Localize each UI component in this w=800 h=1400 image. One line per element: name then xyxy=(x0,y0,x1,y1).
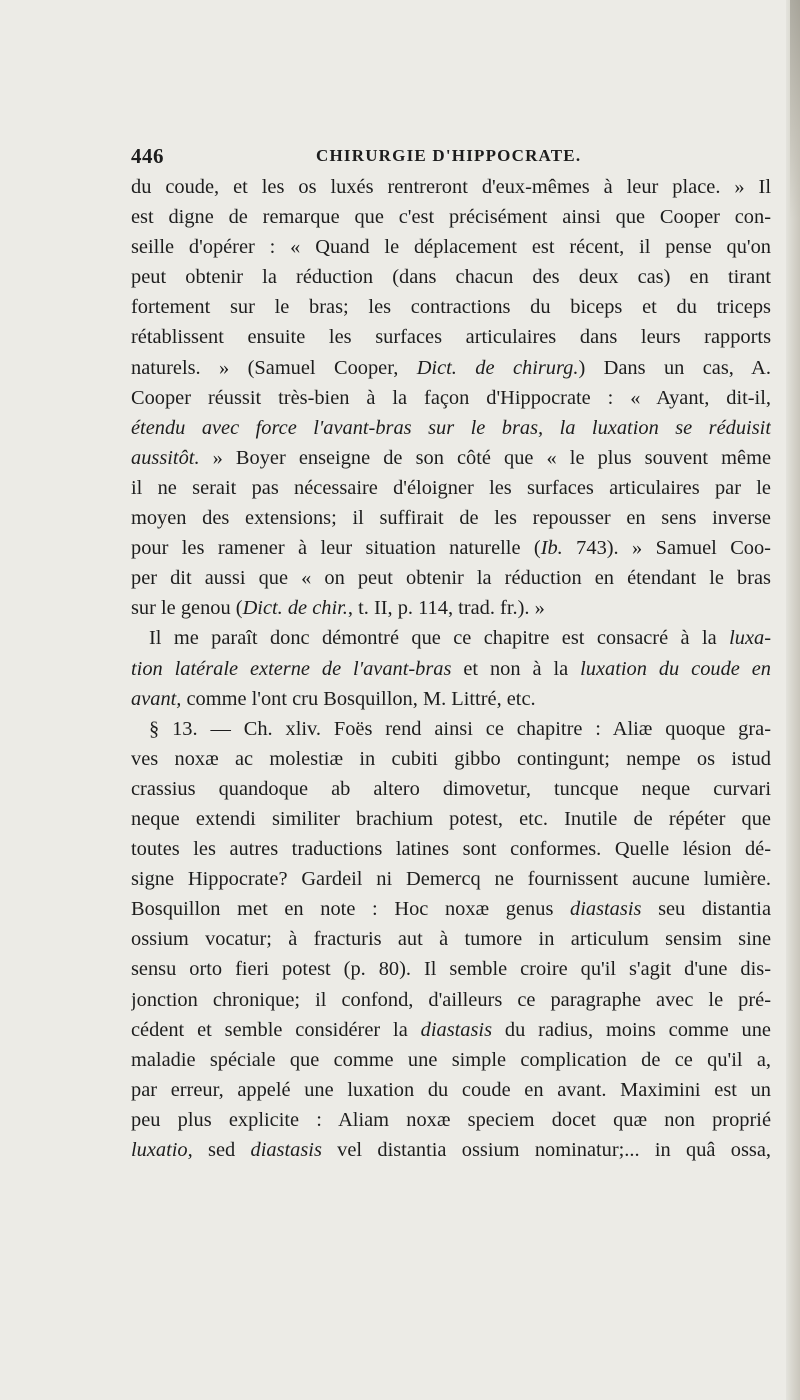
text-line xyxy=(131,533,771,563)
page-edge-shadow xyxy=(790,0,800,220)
text-segment: et non à la xyxy=(451,657,581,680)
italic-text: Dict. de chir. xyxy=(242,597,348,620)
text-line xyxy=(131,563,771,593)
text-segment: , t. II, p. 114, trad. fr.). » xyxy=(347,597,545,620)
text-segment: ossium vocatur; à fracturis aut à tumore in articulum sensim sine xyxy=(131,928,771,951)
text-line xyxy=(131,924,771,954)
italic-text: diastasis xyxy=(420,1018,493,1041)
text-segment: peu plus explicite : Aliam noxæ speciem docet quæ non proprié xyxy=(131,1108,771,1131)
page-number: 446 xyxy=(131,144,164,168)
text-segment: il ne serait pas nécessaire d'éloigner les surfaces articulaires par le xyxy=(131,476,771,499)
text-line xyxy=(131,473,771,503)
text-segment: jonction chronique; il confond, d'ailleurs ce paragraphe avec le pré- xyxy=(131,988,771,1011)
text-segment: per dit aussi que « on peut obtenir la réduction en étendant le bras xyxy=(131,567,771,590)
text-segment: » Boyer enseigne de son côté que « le plus souvent même xyxy=(199,446,771,469)
text-line xyxy=(131,714,771,744)
text-segment: crassius quandoque ab altero dimovetur, tuncque neque curvari xyxy=(131,777,771,800)
text-segment: pour les ramener à leur situation naturelle ( xyxy=(131,537,541,560)
text-segment: toutes les autres traductions latines sont conformes. Quelle lésion dé- xyxy=(131,838,771,861)
text-segment: est digne de remarque que c'est précisément ainsi que Cooper con- xyxy=(131,206,771,229)
text-segment: sensu orto fieri potest (p. 80). Il semble croire qu'il s'agit d'une dis- xyxy=(131,958,771,981)
running-title: CHIRURGIE D'HIPPOCRATE. xyxy=(316,146,582,165)
italic-text: luxation du coude en xyxy=(580,657,771,680)
text-segment: vel distantia ossium nominatur;... in quâ ossa, xyxy=(321,1139,771,1161)
text-segment: Cooper réussit très-bien à la façon d'Hippocrate : « Ayant, dit-il, xyxy=(131,386,771,409)
text-segment: sur le genou ( xyxy=(131,597,243,620)
text-segment: ) Dans un cas, A. xyxy=(578,356,771,379)
text-segment: Bosquillon met en note : Hoc noxæ genus xyxy=(131,898,571,921)
italic-text: luxatio, xyxy=(131,1139,193,1161)
text-line xyxy=(131,1135,771,1165)
text-line xyxy=(131,834,771,864)
text-line xyxy=(131,684,771,714)
text-line xyxy=(131,804,771,834)
text-line xyxy=(131,894,771,924)
italic-text: étendu avec force l'avant-bras sur le bras, la luxation se réduisit xyxy=(131,416,771,439)
text-line xyxy=(131,654,771,684)
text-line xyxy=(131,1075,771,1105)
text-line xyxy=(131,232,771,262)
text-segment: sed xyxy=(192,1139,251,1161)
text-segment: fortement sur le bras; les contractions du biceps et du triceps xyxy=(131,296,771,319)
text-line xyxy=(131,623,771,653)
italic-text: Ib. xyxy=(540,537,563,560)
text-segment: 743). » Samuel Coo- xyxy=(562,537,771,560)
text-segment: seu distantia xyxy=(641,898,771,921)
text-line xyxy=(131,1045,771,1075)
text-segment: maladie spéciale que comme une simple complication de ce qu'il a, xyxy=(131,1048,771,1071)
text-segment: signe Hippocrate? Gardeil ni Demercq ne fournissent aucune lumière. xyxy=(131,868,771,891)
text-line xyxy=(131,1015,771,1045)
italic-text: avant, xyxy=(131,687,182,710)
text-line xyxy=(131,353,771,383)
body-text xyxy=(131,172,771,1165)
text-segment: neque extendi similiter brachium potest, etc. Inutile de répéter que xyxy=(131,807,771,830)
text-line xyxy=(131,503,771,533)
text-line xyxy=(131,443,771,473)
text-segment: par erreur, appelé une luxation du coude en avant. Maximini est un xyxy=(131,1078,771,1101)
text-line xyxy=(131,202,771,232)
italic-text: luxa- xyxy=(729,627,771,650)
text-segment: du coude, et les os luxés rentreront d'eux-mêmes à leur place. » Il xyxy=(131,176,771,198)
text-line xyxy=(131,322,771,352)
running-head xyxy=(131,144,771,168)
text-line xyxy=(131,172,771,202)
italic-text: diastasis xyxy=(250,1139,322,1161)
italic-text: Dict. de chirurg. xyxy=(416,356,579,379)
text-segment: moyen des extensions; il suffirait de les repousser en sens inverse xyxy=(131,507,771,530)
italic-text: tion latérale externe de l'avant-bras xyxy=(131,657,452,680)
text-segment: comme l'ont cru Bosquillon, M. Littré, etc. xyxy=(181,687,536,710)
text-segment: rétablissent ensuite les surfaces articulaires dans leurs rapports xyxy=(131,326,771,349)
text-line xyxy=(131,985,771,1015)
text-line xyxy=(131,774,771,804)
text-segment: ves noxæ ac molestiæ in cubiti gibbo contingunt; nempe os istud xyxy=(131,747,771,770)
italic-text: diastasis xyxy=(570,898,642,921)
text-segment: cédent et semble considérer la xyxy=(131,1018,421,1041)
text-line xyxy=(131,954,771,984)
italic-text: aussitôt. xyxy=(131,446,200,469)
text-segment: § 13. — Ch. xliv. Foës rend ainsi ce chapitre : Aliæ quoque gra- xyxy=(149,717,771,740)
text-segment: du radius, moins comme une xyxy=(492,1018,771,1041)
text-segment: Il me paraît donc démontré que ce chapitre est consacré à la xyxy=(149,627,730,650)
text-line xyxy=(131,593,771,623)
text-line xyxy=(131,1105,771,1135)
text-segment: seille d'opérer : « Quand le déplacement est récent, il pense qu'on xyxy=(131,236,771,259)
text-segment: peut obtenir la réduction (dans chacun des deux cas) en tirant xyxy=(131,266,771,289)
text-line xyxy=(131,383,771,413)
text-line xyxy=(131,864,771,894)
text-line xyxy=(131,744,771,774)
text-line xyxy=(131,413,771,443)
text-segment: naturels. » (Samuel Cooper, xyxy=(131,356,417,379)
text-line xyxy=(131,292,771,322)
text-line xyxy=(131,262,771,292)
